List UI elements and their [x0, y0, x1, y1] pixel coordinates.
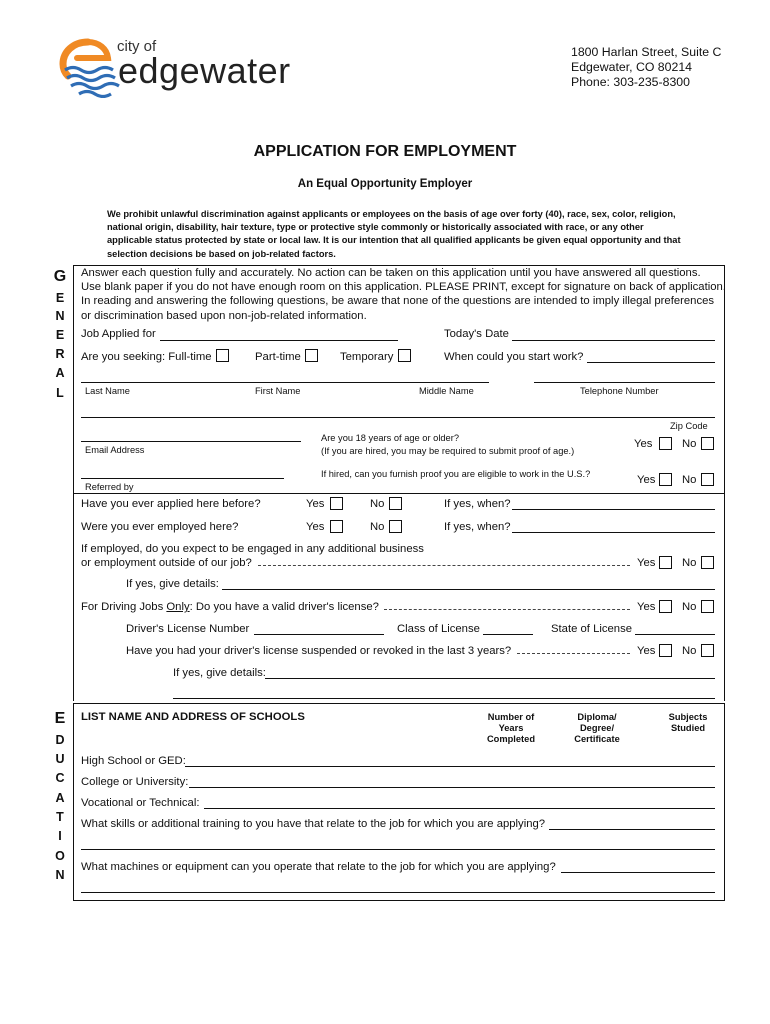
logo-mark-icon: [55, 36, 125, 98]
eligible-yes-label: Yes: [637, 474, 656, 486]
address-block: [571, 45, 721, 90]
side-letter: I: [58, 829, 62, 843]
referred-by-field[interactable]: [81, 478, 284, 479]
suspended-details-field-2[interactable]: [173, 698, 715, 699]
age-question: Are you 18 years of age or older?: [321, 433, 459, 443]
suspended-yes-label: Yes: [637, 645, 656, 657]
city-logo: [55, 36, 325, 98]
start-work-field[interactable]: [587, 362, 715, 363]
employed-no-label: No: [370, 521, 385, 533]
section-divider: [73, 493, 725, 494]
eligible-question: If hired, can you furnish proof you are eligible to work in the U.S.?: [321, 469, 591, 479]
suspended-no-label: No: [682, 645, 697, 657]
side-letter: N: [55, 868, 65, 882]
business-yes-label: Yes: [637, 557, 656, 569]
skills-question: What skills or additional training to you have that relate to the job for which you are applying?: [81, 818, 546, 830]
disclaimer-line: national origin, disability, hair texture, type or protective style commonly or historically associated with race, or any other: [107, 222, 644, 233]
license-number-field[interactable]: [254, 634, 384, 635]
applied-no-label: No: [370, 498, 385, 510]
machines-field-2[interactable]: [81, 892, 715, 893]
applied-when-label: If yes, when?: [444, 498, 511, 510]
high-school-label: High School or GED:: [81, 755, 186, 767]
seeking-label: Are you seeking: Full-time: [81, 351, 212, 363]
col-subjects-line: Studied: [670, 723, 706, 733]
side-letter: A: [55, 366, 65, 380]
employed-yes-checkbox[interactable]: [330, 520, 343, 533]
address-line: Edgewater, CO 80214: [571, 60, 692, 74]
business-yes-checkbox[interactable]: [659, 556, 672, 569]
side-letter: C: [55, 771, 65, 785]
disclaimer-line: selection decisions be based on job-related factors.: [107, 248, 336, 259]
age-no-checkbox[interactable]: [701, 437, 714, 450]
suspended-question: Have you had your driver's license suspended or revoked in the last 3 years?: [126, 645, 512, 657]
side-letter: T: [56, 810, 64, 824]
col-years-line: Years: [498, 723, 524, 733]
col-years-header: [480, 712, 542, 745]
col-subjects-header: [658, 712, 718, 734]
instruction-line: Use blank paper if you do not have enough room on this application. PLEASE PRINT, except for signature on back of application.: [81, 281, 726, 294]
col-diploma-line: Diploma/: [577, 712, 617, 722]
license-class-label: Class of License: [397, 623, 480, 635]
leader-dashes: [258, 565, 630, 566]
col-diploma-header: [566, 712, 628, 745]
age-question-note: (If you are hired, you may be required to submit proof of age.): [321, 446, 575, 456]
side-letter: N: [55, 309, 65, 323]
part-time-label: Part-time: [255, 351, 301, 363]
employed-yes-label: Yes: [306, 521, 325, 533]
job-applied-field[interactable]: [160, 340, 398, 341]
job-applied-label: Job Applied for: [81, 328, 156, 340]
full-time-checkbox[interactable]: [216, 349, 229, 362]
driving-question-suffix: : Do you have a valid driver's license?: [189, 601, 379, 613]
start-work-label: When could you start work?: [444, 351, 584, 363]
instruction-line: or discrimination based upon non-job-related information.: [81, 309, 367, 322]
employed-when-label: If yes, when?: [444, 521, 511, 533]
general-instructions: [81, 266, 726, 323]
disclaimer-line: applicable status protected by state or local law. It is our intention that all qualified applicants be given equal opportunity and that: [107, 235, 681, 246]
driving-question-prefix: For Driving Jobs: [81, 601, 167, 613]
todays-date-field[interactable]: [512, 340, 715, 341]
college-label: College or University:: [81, 776, 189, 788]
driving-question-only: Only: [166, 601, 190, 613]
suspended-yes-checkbox[interactable]: [659, 644, 672, 657]
age-yes-label: Yes: [634, 438, 653, 450]
address-line: 1800 Harlan Street, Suite C: [571, 45, 722, 59]
employed-when-field[interactable]: [512, 532, 715, 533]
applied-before-question: Have you ever applied here before?: [81, 498, 261, 510]
business-question-line2: or employment outside of our job?: [81, 557, 252, 569]
col-diploma-line: Certificate: [574, 734, 620, 744]
col-diploma-line: Degree/: [579, 723, 615, 733]
page-title: APPLICATION FOR EMPLOYMENT: [253, 143, 517, 160]
disclaimer: [107, 208, 681, 261]
employed-before-question: Were you ever employed here?: [81, 521, 239, 533]
col-subjects-line: Subjects: [668, 712, 708, 722]
email-field[interactable]: [81, 441, 301, 442]
business-no-checkbox[interactable]: [701, 556, 714, 569]
vocational-label: Vocational or Technical:: [81, 797, 200, 809]
side-letter: A: [55, 791, 65, 805]
side-letter: D: [55, 733, 65, 747]
telephone-label: Telephone Number: [580, 386, 659, 396]
eligible-no-checkbox[interactable]: [701, 473, 714, 486]
middle-name-label: Middle Name: [419, 386, 474, 396]
applied-yes-checkbox[interactable]: [330, 497, 343, 510]
part-time-checkbox[interactable]: [305, 349, 318, 362]
side-letter: E: [54, 710, 66, 727]
last-name-label: Last Name: [85, 386, 130, 396]
suspended-details-field[interactable]: [265, 678, 715, 679]
license-state-field[interactable]: [635, 634, 715, 635]
referred-by-label: Referred by: [85, 482, 134, 492]
license-yes-label: Yes: [637, 601, 656, 613]
employed-no-checkbox[interactable]: [389, 520, 402, 533]
vocational-field[interactable]: [204, 808, 715, 809]
name-field[interactable]: [81, 382, 489, 383]
college-field[interactable]: [189, 787, 715, 788]
machines-field[interactable]: [561, 872, 715, 873]
skills-field-2[interactable]: [81, 849, 715, 850]
logo-city-of: city of: [117, 38, 157, 55]
col-years-line: Number of: [487, 712, 535, 722]
business-details-label: If yes, give details:: [126, 578, 219, 590]
side-letter: R: [55, 347, 65, 361]
instruction-line: Answer each question fully and accurately. No action can be taken on this application until you have answered all questions.: [81, 267, 701, 279]
phone-line: Phone: 303-235-8300: [571, 75, 690, 89]
age-yes-checkbox[interactable]: [659, 437, 672, 450]
telephone-field[interactable]: [534, 382, 715, 383]
license-class-field[interactable]: [483, 634, 533, 635]
temporary-checkbox[interactable]: [398, 349, 411, 362]
temporary-label: Temporary: [340, 351, 394, 363]
suspended-details-label: If yes, give details:: [173, 667, 266, 679]
license-number-label: Driver's License Number: [126, 623, 250, 635]
col-years-line: Completed: [486, 734, 536, 744]
skills-field[interactable]: [549, 829, 715, 830]
high-school-field[interactable]: [185, 766, 715, 767]
business-no-label: No: [682, 557, 697, 569]
logo-name: edgewater: [118, 50, 291, 91]
address-field[interactable]: [81, 417, 715, 418]
license-no-label: No: [682, 601, 697, 613]
zip-code-label: Zip Code: [670, 421, 708, 431]
email-label: Email Address: [85, 445, 145, 455]
side-letter: G: [53, 268, 67, 285]
side-letter: E: [55, 291, 65, 305]
side-letter: U: [55, 752, 65, 766]
instruction-line: In reading and answering the following questions, be aware that none of the questions are intended to imply illegal preferences: [81, 295, 715, 308]
license-state-label: State of License: [551, 623, 633, 635]
side-letter: L: [56, 386, 64, 400]
side-letter: O: [55, 849, 65, 863]
leader-dashes: [384, 609, 630, 610]
driving-question: [81, 601, 379, 614]
license-yes-checkbox[interactable]: [659, 600, 672, 613]
first-name-label: First Name: [255, 386, 301, 396]
license-no-checkbox[interactable]: [701, 600, 714, 613]
leader-dashes: [517, 653, 630, 654]
business-question: If employed, do you expect to be engaged in any additional business: [81, 543, 424, 555]
eligible-no-label: No: [682, 474, 697, 486]
applied-no-checkbox[interactable]: [389, 497, 402, 510]
schools-header: LIST NAME AND ADDRESS OF SCHOOLS: [81, 711, 305, 723]
applied-when-field[interactable]: [512, 509, 715, 510]
suspended-no-checkbox[interactable]: [701, 644, 714, 657]
side-letter: E: [55, 328, 65, 342]
business-details-field[interactable]: [222, 589, 715, 590]
page-subtitle: An Equal Opportunity Employer: [297, 178, 473, 190]
eligible-yes-checkbox[interactable]: [659, 473, 672, 486]
disclaimer-line: We prohibit unlawful discrimination against applicants or employees on the basis of age over forty (40), race, sex, color, religion,: [107, 209, 676, 219]
todays-date-label: Today's Date: [444, 328, 509, 340]
machines-question: What machines or equipment can you operate that relate to the job for which you are applying?: [81, 861, 556, 873]
applied-yes-label: Yes: [306, 498, 325, 510]
age-no-label: No: [682, 438, 697, 450]
